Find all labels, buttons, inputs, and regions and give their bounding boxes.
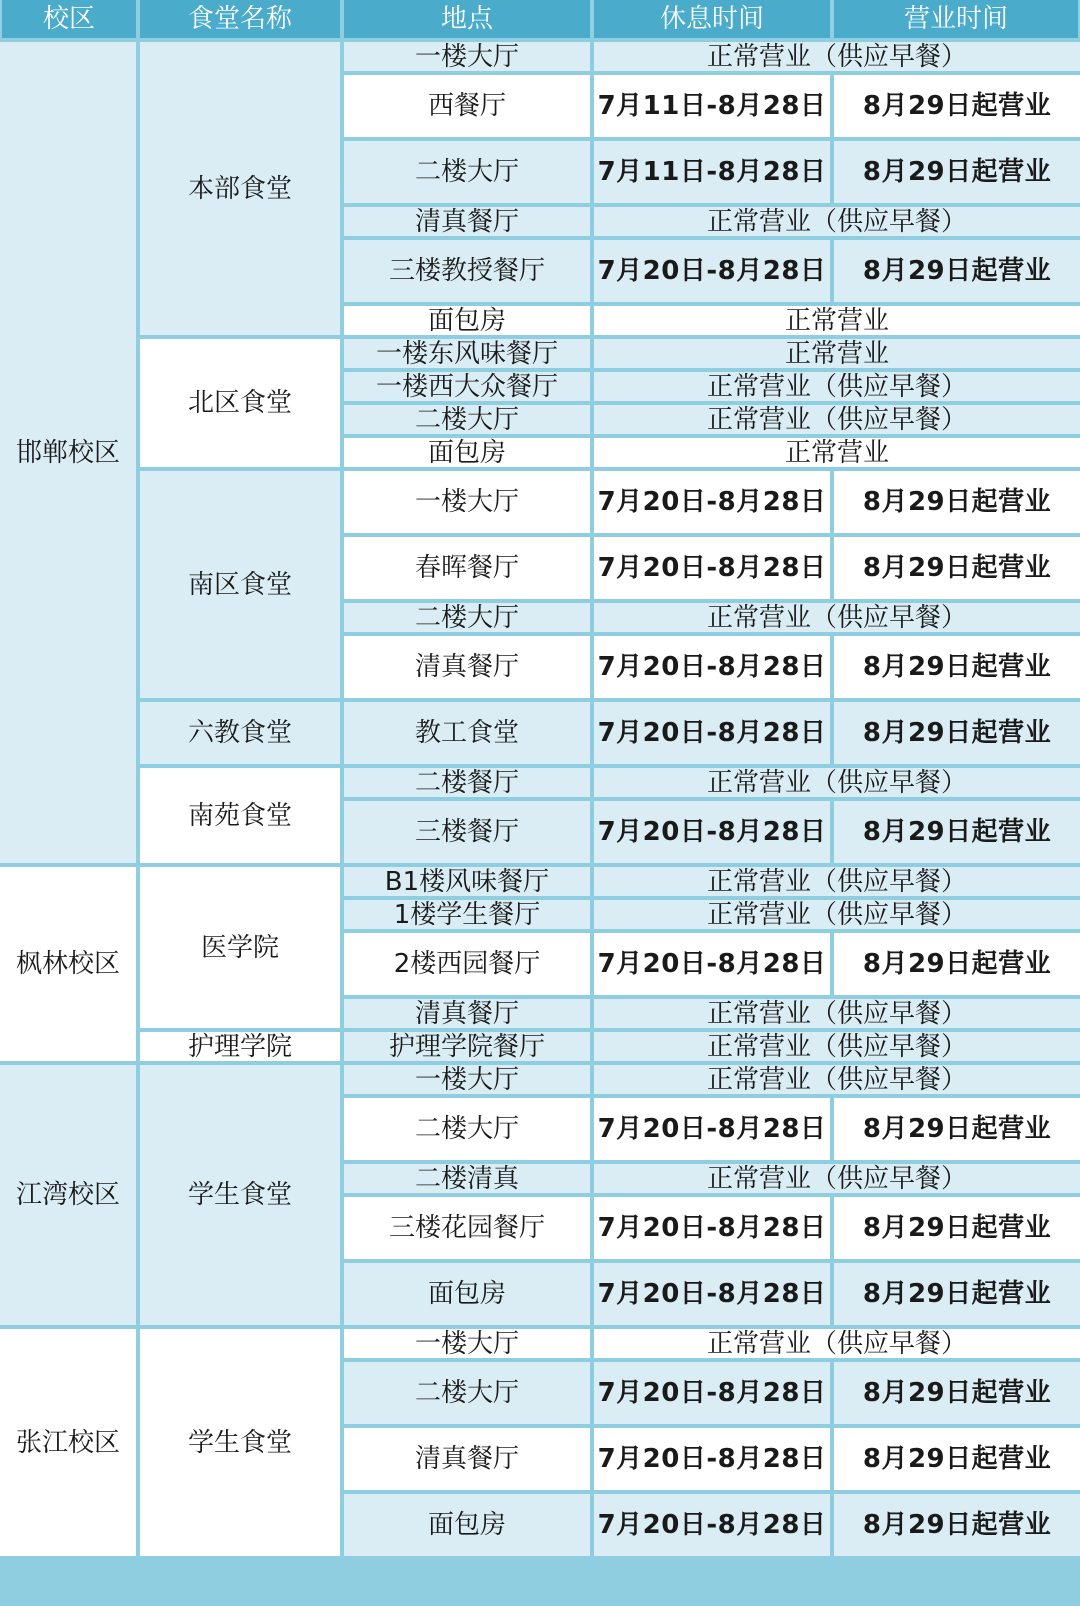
reopen-date-cell: 8月29日起营业	[834, 702, 1080, 764]
reopen-date-cell: 8月29日起营业	[834, 1263, 1080, 1325]
reopen-date-cell: 8月29日起营业	[834, 933, 1080, 995]
location-cell: 2楼西园餐厅	[344, 933, 590, 995]
status-cell: 正常营业（供应早餐）	[594, 768, 1080, 797]
canteen-cell: 护理学院	[140, 1032, 340, 1061]
location-cell: 三楼花园餐厅	[344, 1197, 590, 1259]
reopen-date-cell: 8月29日起营业	[834, 537, 1080, 599]
location-cell: 三楼教授餐厅	[344, 240, 590, 302]
location-cell: 一楼大厅	[344, 1329, 590, 1358]
rest-period-cell: 7月11日-8月28日	[594, 75, 830, 137]
status-cell: 正常营业（供应早餐）	[594, 1164, 1080, 1193]
location-cell: 二楼大厅	[344, 1098, 590, 1160]
location-cell: 二楼大厅	[344, 1362, 590, 1424]
rest-period-cell: 7月20日-8月28日	[594, 801, 830, 863]
location-cell: 一楼西大众餐厅	[344, 372, 590, 401]
rest-period-cell: 7月20日-8月28日	[594, 240, 830, 302]
header-cell: 校区	[2, 0, 136, 38]
header-cell: 休息时间	[594, 0, 830, 38]
rest-period-cell: 7月20日-8月28日	[594, 1494, 830, 1556]
rest-period-cell: 7月20日-8月28日	[594, 537, 830, 599]
location-cell: 护理学院餐厅	[344, 1032, 590, 1061]
location-cell: 清真餐厅	[344, 999, 590, 1028]
campus-cell: 枫林校区	[0, 867, 136, 1061]
location-cell: 一楼大厅	[344, 471, 590, 533]
header-cell: 营业时间	[834, 0, 1078, 38]
status-cell: 正常营业（供应早餐）	[594, 42, 1080, 71]
campus-cell: 江湾校区	[0, 1065, 136, 1325]
rest-period-cell: 7月20日-8月28日	[594, 1098, 830, 1160]
reopen-date-cell: 8月29日起营业	[834, 1098, 1080, 1160]
reopen-date-cell: 8月29日起营业	[834, 1197, 1080, 1259]
location-cell: 清真餐厅	[344, 207, 590, 236]
location-cell: 二楼清真	[344, 1164, 590, 1193]
canteen-cell: 学生食堂	[140, 1065, 340, 1325]
reopen-date-cell: 8月29日起营业	[834, 75, 1080, 137]
location-cell: 面包房	[344, 306, 590, 335]
location-cell: 春晖餐厅	[344, 537, 590, 599]
location-cell: 1楼学生餐厅	[344, 900, 590, 929]
reopen-date-cell: 8月29日起营业	[834, 1494, 1080, 1556]
canteen-cell: 南苑食堂	[140, 768, 340, 863]
status-cell: 正常营业（供应早餐）	[594, 999, 1080, 1028]
status-cell: 正常营业	[594, 306, 1080, 335]
location-cell: 清真餐厅	[344, 636, 590, 698]
status-cell: 正常营业（供应早餐）	[594, 405, 1080, 434]
rest-period-cell: 7月20日-8月28日	[594, 702, 830, 764]
canteen-cell: 六教食堂	[140, 702, 340, 764]
location-cell: 面包房	[344, 438, 590, 467]
status-cell: 正常营业（供应早餐）	[594, 867, 1080, 896]
status-cell: 正常营业	[594, 339, 1080, 368]
location-cell: 教工食堂	[344, 702, 590, 764]
canteen-cell: 医学院	[140, 867, 340, 1028]
location-cell: 面包房	[344, 1263, 590, 1325]
campus-cell: 邯郸校区	[0, 42, 136, 863]
status-cell: 正常营业	[594, 438, 1080, 467]
status-cell: 正常营业（供应早餐）	[594, 1032, 1080, 1061]
canteen-cell: 南区食堂	[140, 471, 340, 698]
location-cell: 一楼东风味餐厅	[344, 339, 590, 368]
rest-period-cell: 7月20日-8月28日	[594, 1197, 830, 1259]
reopen-date-cell: 8月29日起营业	[834, 1428, 1080, 1490]
location-cell: 清真餐厅	[344, 1428, 590, 1490]
status-cell: 正常营业（供应早餐）	[594, 900, 1080, 929]
location-cell: 二楼大厅	[344, 603, 590, 632]
canteen-cell: 北区食堂	[140, 339, 340, 467]
rest-period-cell: 7月11日-8月28日	[594, 141, 830, 203]
status-cell: 正常营业（供应早餐）	[594, 1329, 1080, 1358]
rest-period-cell: 7月20日-8月28日	[594, 1263, 830, 1325]
reopen-date-cell: 8月29日起营业	[834, 471, 1080, 533]
status-cell: 正常营业（供应早餐）	[594, 603, 1080, 632]
header-cell: 地点	[344, 0, 590, 38]
location-cell: 西餐厅	[344, 75, 590, 137]
rest-period-cell: 7月20日-8月28日	[594, 471, 830, 533]
rest-period-cell: 7月20日-8月28日	[594, 636, 830, 698]
header-cell: 食堂名称	[140, 0, 340, 38]
location-cell: 三楼餐厅	[344, 801, 590, 863]
reopen-date-cell: 8月29日起营业	[834, 636, 1080, 698]
location-cell: 二楼餐厅	[344, 768, 590, 797]
rest-period-cell: 7月20日-8月28日	[594, 1362, 830, 1424]
rest-period-cell: 7月20日-8月28日	[594, 1428, 830, 1490]
rest-period-cell: 7月20日-8月28日	[594, 933, 830, 995]
status-cell: 正常营业（供应早餐）	[594, 1065, 1080, 1094]
reopen-date-cell: 8月29日起营业	[834, 1362, 1080, 1424]
location-cell: 面包房	[344, 1494, 590, 1556]
status-cell: 正常营业（供应早餐）	[594, 207, 1080, 236]
campus-cell: 张江校区	[0, 1329, 136, 1556]
reopen-date-cell: 8月29日起营业	[834, 240, 1080, 302]
location-cell: 一楼大厅	[344, 1065, 590, 1094]
location-cell: B1楼风味餐厅	[344, 867, 590, 896]
status-cell: 正常营业（供应早餐）	[594, 372, 1080, 401]
location-cell: 一楼大厅	[344, 42, 590, 71]
location-cell: 二楼大厅	[344, 141, 590, 203]
reopen-date-cell: 8月29日起营业	[834, 801, 1080, 863]
reopen-date-cell: 8月29日起营业	[834, 141, 1080, 203]
canteen-cell: 学生食堂	[140, 1329, 340, 1556]
location-cell: 二楼大厅	[344, 405, 590, 434]
canteen-cell: 本部食堂	[140, 42, 340, 335]
